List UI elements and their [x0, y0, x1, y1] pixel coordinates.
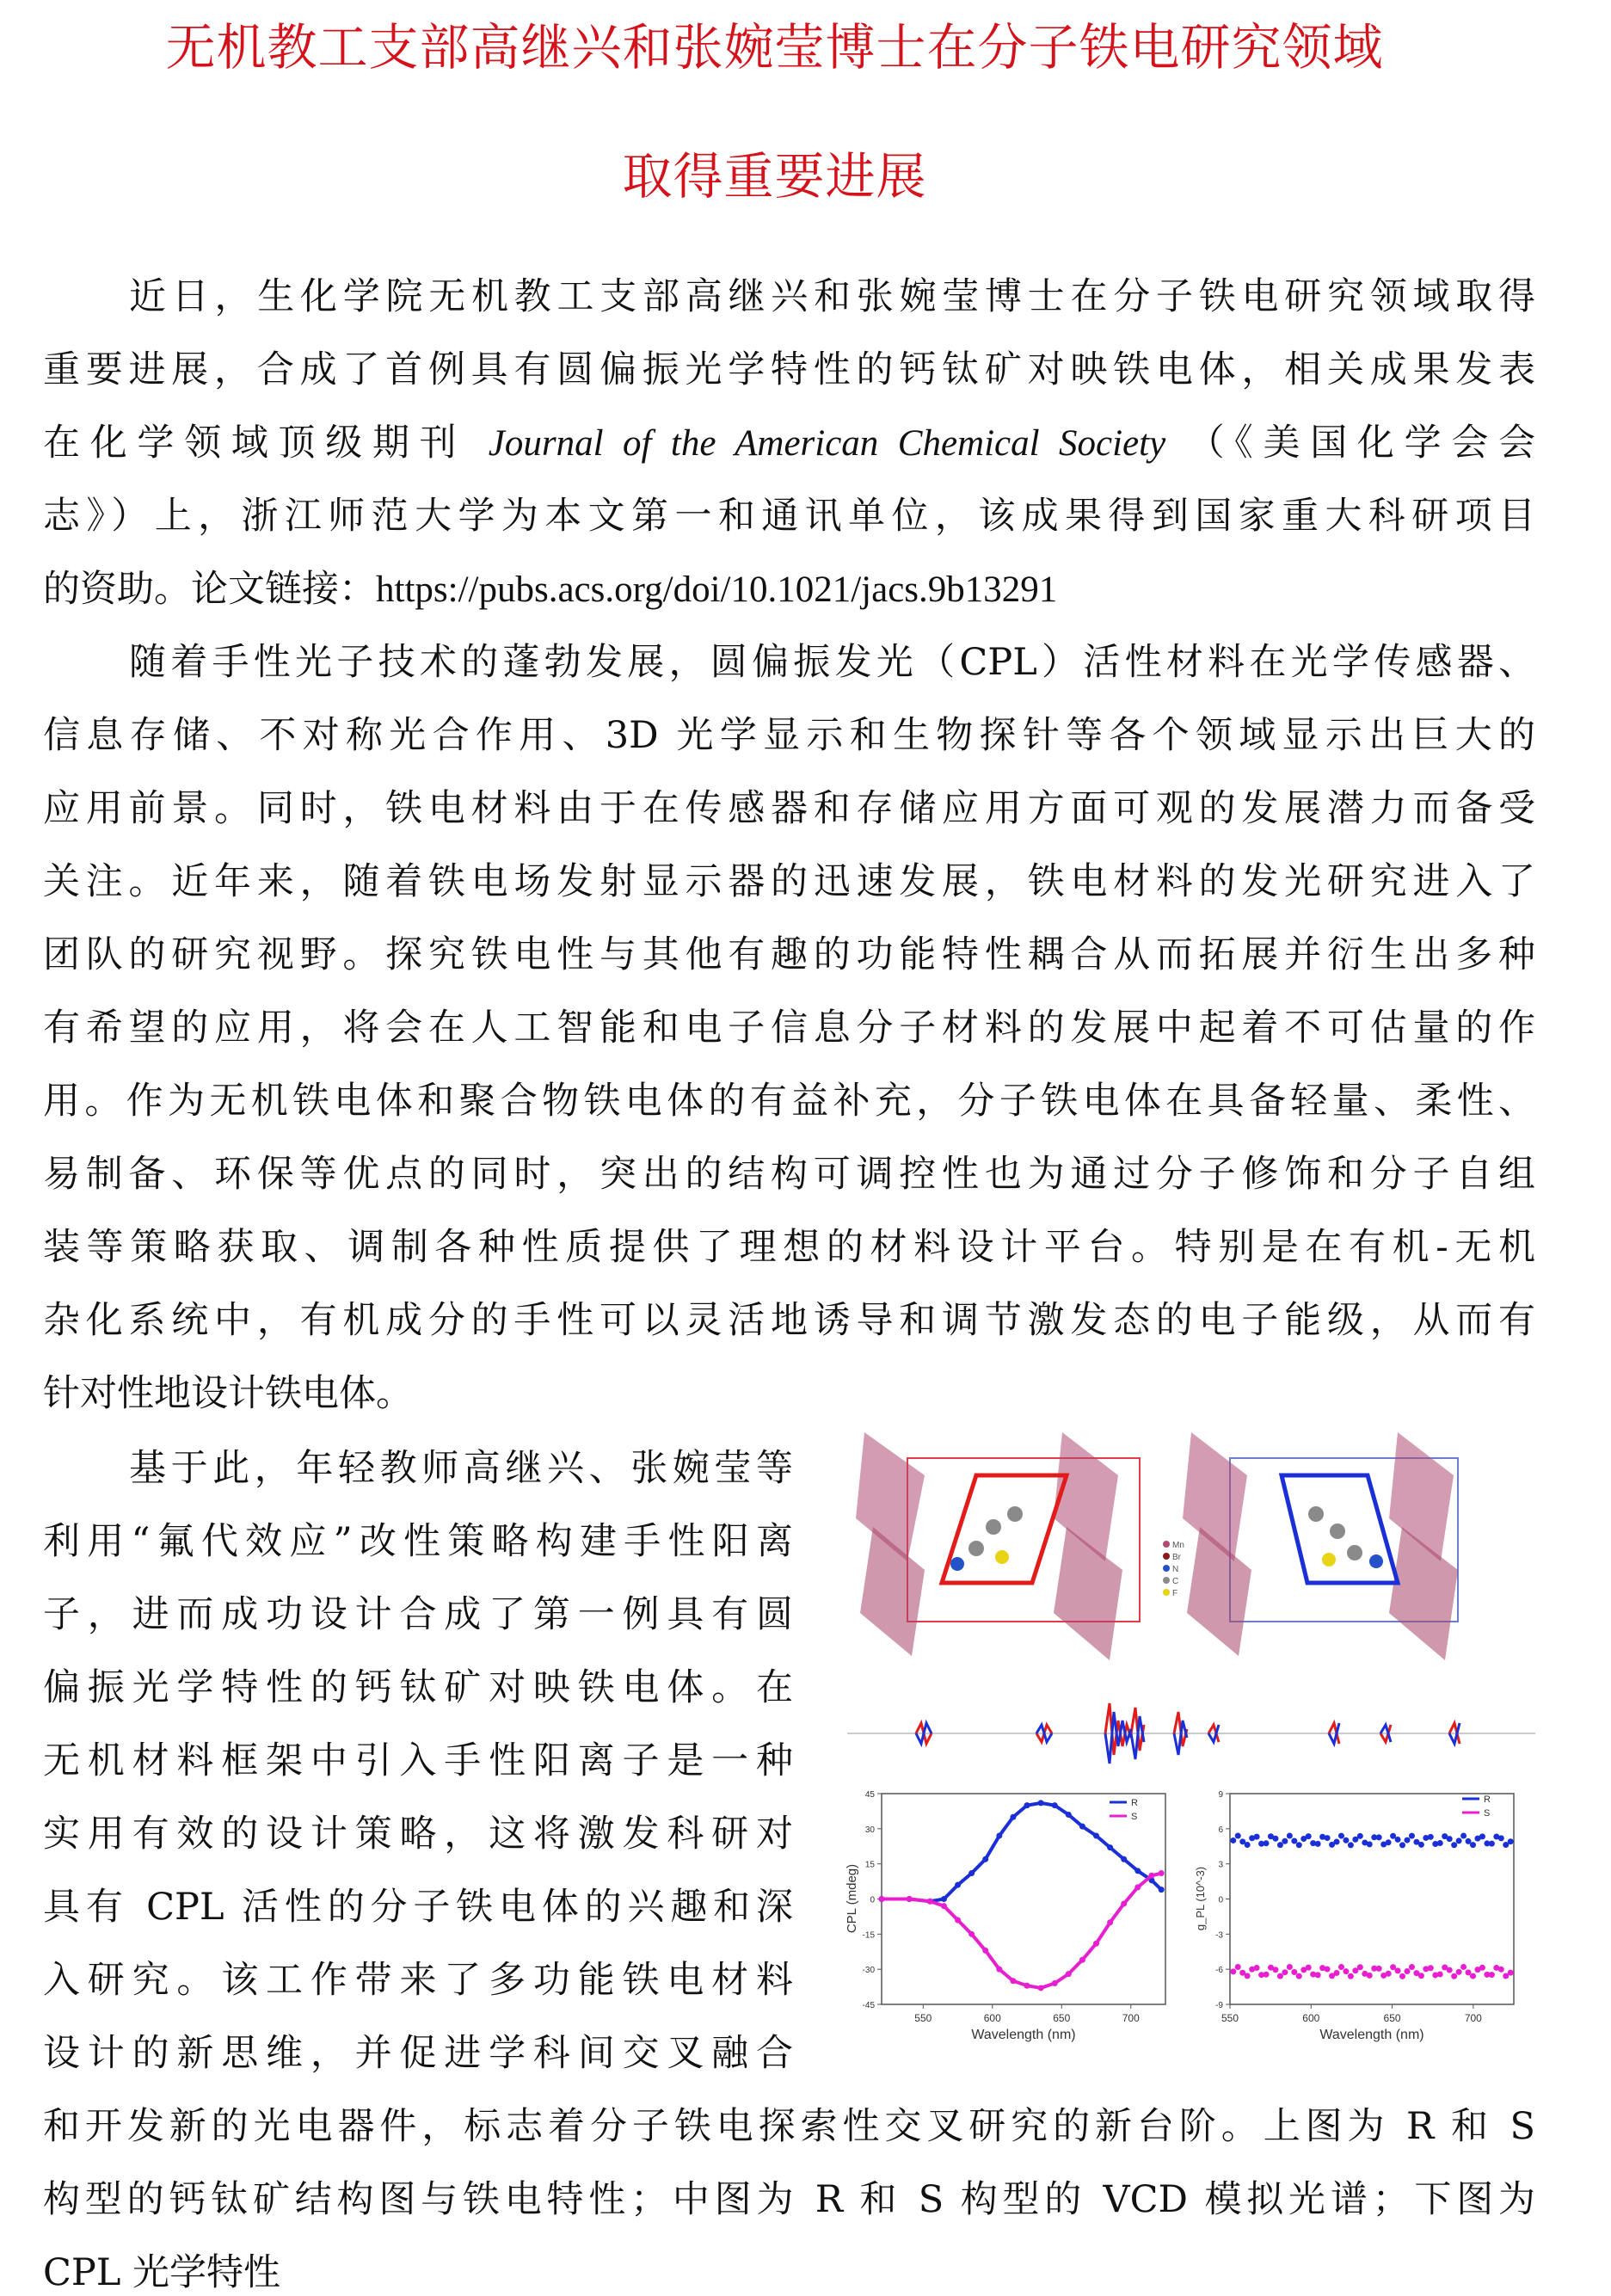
- data-point-s: [1334, 1970, 1340, 1976]
- data-point-s: [1451, 1973, 1457, 1979]
- data-point-s: [1024, 1983, 1030, 1989]
- y-tick-label: 6: [1218, 1825, 1223, 1835]
- data-point-r: [1399, 1842, 1405, 1848]
- title-line-2: 取得重要进展: [622, 147, 927, 206]
- data-point-r: [1367, 1841, 1373, 1847]
- data-point-r: [1277, 1842, 1283, 1848]
- legend-element: C: [1172, 1577, 1179, 1586]
- data-point-s: [1282, 1969, 1288, 1975]
- p3-line: 构型的钙钛矿结构图与铁电特性；中图为 R 和 S 构型的 VCD 模拟光谱；下图为: [43, 2178, 1535, 2221]
- data-point-s: [1466, 1969, 1472, 1975]
- p3-line: 子，进而成功设计合成了第一例具有圆: [43, 1593, 793, 1636]
- data-point-s: [1428, 1965, 1434, 1971]
- p2-line: 装等策略获取、调制各种性质提供了理想的材料设计平台。特别是在有机-无机: [43, 1226, 1535, 1269]
- y-tick-label: -3: [1215, 1930, 1223, 1941]
- data-point-s: [1418, 1973, 1424, 1979]
- data-point-r: [1282, 1838, 1288, 1844]
- data-point-r: [1296, 1842, 1302, 1848]
- data-point-r: [1010, 1814, 1016, 1820]
- p1-line-3-c: （《美国化学会会: [1187, 422, 1536, 465]
- y-tick-label: 45: [864, 1790, 875, 1800]
- data-point-r: [1508, 1838, 1514, 1844]
- data-point-s: [982, 1948, 988, 1954]
- legend-element: F: [1172, 1589, 1178, 1598]
- p3-line: 设计的新思维，并促进学科间交叉融合: [43, 2032, 793, 2075]
- y-axis-label: g_PL (10^-3): [1194, 1866, 1207, 1931]
- data-point-r: [982, 1856, 988, 1862]
- data-point-s: [1235, 1964, 1241, 1970]
- data-point-r: [955, 1882, 961, 1888]
- data-point-r: [1348, 1842, 1354, 1848]
- data-point-s: [1399, 1973, 1405, 1979]
- p3-line: 无机材料框架中引入手性阳离子是一种: [43, 1739, 793, 1782]
- data-point-r: [1107, 1844, 1113, 1850]
- data-point-r: [1245, 1842, 1251, 1848]
- data-point-r: [1418, 1842, 1424, 1848]
- data-point-r: [1489, 1841, 1495, 1847]
- y-tick-label: 0: [1218, 1895, 1223, 1905]
- paper-link[interactable]: https://pubs.acs.org/doi/10.1021/jacs.9b13291: [376, 569, 1058, 610]
- data-point-s: [1508, 1970, 1514, 1976]
- data-point-r: [1395, 1837, 1401, 1843]
- gpl-chart: [1194, 1790, 1514, 2042]
- data-point-r: [1306, 1833, 1312, 1839]
- data-point-r: [1334, 1839, 1340, 1845]
- data-point-s: [907, 1896, 913, 1902]
- data-point-r: [1066, 1812, 1072, 1818]
- p1-line-1: 近日，生化学院无机教工支部高继兴和张婉莹博士在分子铁电研究领域取得: [129, 275, 1535, 318]
- y-tick-label: 3: [1218, 1860, 1223, 1870]
- p3-line: 具有 CPL 活性的分子铁电体的兴趣和深: [43, 1886, 793, 1929]
- data-point-s: [1367, 1973, 1373, 1979]
- x-axis-label: Wavelength (nm): [971, 2028, 1076, 2042]
- title-line-1: 无机教工支部高继兴和张婉莹博士在分子铁电研究领域: [165, 18, 1384, 77]
- data-point-s: [1296, 1973, 1302, 1979]
- data-point-r: [1291, 1838, 1297, 1844]
- x-tick-label: 700: [1464, 2012, 1482, 2024]
- legend-s-label: S: [1131, 1812, 1138, 1822]
- legend-s-label: S: [1484, 1808, 1491, 1819]
- data-point-s: [1107, 1919, 1113, 1925]
- data-point-s: [1338, 1964, 1344, 1970]
- data-point-r: [1409, 1833, 1415, 1839]
- data-point-r: [1466, 1838, 1472, 1844]
- legend-r-label: R: [1131, 1798, 1138, 1808]
- data-point-r: [1376, 1834, 1382, 1840]
- data-point-s: [1343, 1968, 1349, 1974]
- p3-line: 偏振光学特性的钙钛矿对映铁电体。在: [43, 1666, 793, 1709]
- data-point-s: [1010, 1978, 1016, 1984]
- x-tick-label: 650: [1053, 2012, 1071, 2024]
- p2-line: 用。作为无机铁电体和聚合物铁电体的有益补充，分子铁电体在具备轻量、柔性、: [43, 1080, 1535, 1123]
- data-point-s: [1447, 1967, 1453, 1973]
- data-point-r: [1287, 1833, 1293, 1839]
- data-point-s: [1409, 1964, 1415, 1970]
- p1-line-4: 志》）上，浙江师范大学为本文第一和通讯单位，该成果得到国家重大科研项目: [43, 495, 1535, 538]
- data-point-r: [1357, 1833, 1363, 1839]
- p1-line-3-a: 在化学领域顶级期刊: [43, 422, 467, 465]
- data-point-r: [1093, 1833, 1099, 1839]
- p2-line: 针对性地设计铁电体。: [43, 1372, 413, 1415]
- data-point-r: [1159, 1887, 1165, 1893]
- data-point-r: [1315, 1841, 1321, 1847]
- data-point-s: [1277, 1973, 1283, 1979]
- data-point-s: [1245, 1973, 1251, 1979]
- data-point-s: [1404, 1968, 1410, 1974]
- p3-line: CPL 光学特性: [43, 2251, 281, 2294]
- data-point-s: [1376, 1966, 1382, 1972]
- y-tick-label: 0: [870, 1895, 875, 1905]
- y-tick-label: 30: [864, 1825, 875, 1835]
- y-tick-label: -45: [862, 2001, 875, 2010]
- data-point-r: [1121, 1856, 1127, 1862]
- p3-line: 利用“氟代效应”改性策略构建手性阳离: [43, 1520, 793, 1563]
- data-point-s: [1038, 1985, 1044, 1991]
- data-point-r: [1230, 1837, 1236, 1844]
- data-point-r: [996, 1833, 1002, 1839]
- data-point-s: [1498, 1967, 1504, 1973]
- p1-line-2: 重要进展，合成了首例具有圆偏振光学特性的钙钛矿对映铁电体，相关成果发表: [43, 348, 1535, 391]
- data-point-r: [1456, 1837, 1462, 1844]
- legend: [1462, 1794, 1491, 1819]
- data-point-r: [1338, 1833, 1344, 1839]
- data-point-s: [1456, 1969, 1462, 1975]
- data-point-r: [1428, 1834, 1434, 1840]
- x-tick-label: 600: [983, 2012, 1001, 2024]
- data-point-s: [879, 1896, 885, 1902]
- data-point-s: [1254, 1965, 1260, 1971]
- data-point-s: [1079, 1957, 1085, 1963]
- y-tick-label: 9: [1218, 1790, 1223, 1800]
- x-axis-label: Wavelength (nm): [1319, 2028, 1424, 2042]
- data-point-s: [1066, 1971, 1072, 1977]
- y-axis-label: CPL (mdeg): [845, 1863, 859, 1934]
- vcd-spectrum: [847, 1703, 1535, 1764]
- data-point-s: [1315, 1972, 1321, 1978]
- legend-r-label: R: [1484, 1794, 1491, 1805]
- x-tick-label: 650: [1383, 2012, 1401, 2024]
- data-point-s: [1121, 1900, 1127, 1906]
- legend-element: N: [1172, 1565, 1179, 1574]
- p2-line: 有希望的应用，将会在人工智能和电子信息分子材料的发展中起着不可估量的作: [43, 1006, 1535, 1050]
- data-point-s: [996, 1967, 1002, 1973]
- data-point-s: [1348, 1973, 1354, 1979]
- data-point-s: [1052, 1980, 1058, 1986]
- p3-line: 基于此，年轻教师高继兴、张婉莹等: [129, 1447, 793, 1490]
- research-figure: [847, 1424, 1535, 2052]
- data-point-r: [1235, 1833, 1241, 1839]
- data-point-s: [1437, 1971, 1443, 1977]
- legend-element: Br: [1172, 1553, 1181, 1562]
- p2-line: 易制备、环保等优点的同时，突出的结构可调控性也为通过分子修饰和分子自组: [43, 1153, 1535, 1196]
- series-line-r: [882, 1803, 1161, 1901]
- structure-r: [856, 1432, 1140, 1660]
- data-point-s: [1287, 1964, 1293, 1970]
- p1-line-5: [43, 560, 1057, 612]
- data-point-s: [955, 1917, 961, 1924]
- data-point-s: [1479, 1965, 1485, 1971]
- x-tick-label: 700: [1122, 2012, 1140, 2024]
- legend-element: Mn: [1172, 1541, 1184, 1550]
- p3-line: 入研究。该工作带来了多功能铁电材料: [43, 1959, 793, 2002]
- data-point-s: [1159, 1870, 1165, 1876]
- data-point-r: [1498, 1835, 1504, 1841]
- y-tick-label: 15: [864, 1860, 875, 1870]
- data-point-s: [1148, 1873, 1154, 1879]
- data-point-r: [1272, 1836, 1278, 1842]
- p2-line: 信息存储、不对称光合作用、3D 光学显示和生物探针等各个领域显示出巨大的: [43, 714, 1535, 757]
- data-point-s: [1386, 1971, 1392, 1977]
- data-point-r: [1325, 1835, 1331, 1841]
- legend: [1110, 1798, 1138, 1822]
- data-point-r: [1264, 1840, 1270, 1846]
- data-point-r: [1343, 1837, 1349, 1844]
- journal-name: Journal of the American Chemical Society: [488, 423, 1166, 464]
- data-point-s: [1395, 1967, 1401, 1973]
- cpl-chart: [845, 1790, 1165, 2042]
- data-point-r: [1024, 1802, 1030, 1808]
- x-tick-label: 550: [1221, 2012, 1239, 2024]
- p2-line: 关注。近年来，随着铁电场发射显示器的迅速发展，铁电材料的发光研究进入了: [43, 860, 1535, 903]
- series-line-s: [882, 1874, 1161, 1988]
- y-tick-label: -9: [1215, 2001, 1223, 2010]
- data-point-r: [1437, 1840, 1443, 1846]
- data-point-r: [1470, 1842, 1476, 1848]
- p2-line: 团队的研究视野。探究铁电性与其他有趣的功能特性耦合从而拓展并衍生出多种: [43, 933, 1535, 976]
- data-point-r: [1404, 1837, 1410, 1844]
- data-point-r: [1386, 1839, 1392, 1845]
- data-point-r: [941, 1896, 947, 1902]
- x-tick-label: 550: [914, 2012, 932, 2024]
- data-point-s: [1093, 1941, 1099, 1947]
- data-point-s: [1325, 1967, 1331, 1973]
- data-point-r: [1479, 1833, 1485, 1839]
- data-point-s: [1264, 1972, 1270, 1978]
- data-point-s: [1291, 1969, 1297, 1975]
- data-point-r: [1038, 1800, 1044, 1806]
- data-point-s: [1489, 1972, 1495, 1978]
- data-point-r: [1460, 1833, 1467, 1839]
- element-legend: [1163, 1541, 1184, 1598]
- data-point-s: [1357, 1964, 1363, 1970]
- data-point-r: [968, 1870, 975, 1876]
- data-point-r: [1134, 1868, 1141, 1874]
- data-point-r: [1052, 1802, 1058, 1808]
- data-point-s: [1306, 1965, 1312, 1971]
- p1-line-5-a: 的资助。论文链接：: [43, 568, 376, 611]
- y-tick-label: -6: [1215, 1966, 1223, 1976]
- data-point-s: [1272, 1967, 1278, 1973]
- data-point-r: [1447, 1836, 1453, 1842]
- data-point-s: [941, 1903, 947, 1909]
- y-tick-label: -30: [862, 1966, 875, 1976]
- y-tick-label: -15: [862, 1930, 875, 1941]
- data-point-s: [1134, 1884, 1141, 1890]
- structure-s: [1183, 1432, 1458, 1660]
- p3-line: 实用有效的设计策略，这将激发科研对: [43, 1813, 793, 1856]
- data-point-s: [968, 1931, 975, 1937]
- data-point-s: [1230, 1968, 1236, 1974]
- p1-line-3: [43, 414, 1535, 466]
- p3-line: 和开发新的光电器件，标志着分子铁电探索性交叉研究的新台阶。上图为 R 和 S: [43, 2105, 1535, 2148]
- p2-line: 随着手性光子技术的蓬勃发展，圆偏振发光（CPL）活性材料在光学传感器、: [129, 641, 1535, 684]
- data-point-r: [1079, 1824, 1085, 1830]
- p2-line: 杂化系统中，有机成分的手性可以灵活地诱导和调节激发态的电子能级，从而有: [43, 1299, 1535, 1342]
- p2-line: 应用前景。同时，铁电材料由于在传感器和存储应用方面可观的发展潜力而备受: [43, 787, 1535, 830]
- data-point-r: [1254, 1834, 1260, 1840]
- data-point-s: [1460, 1964, 1467, 1970]
- data-point-r: [1451, 1842, 1457, 1848]
- x-tick-label: 600: [1302, 2012, 1320, 2024]
- data-point-s: [1470, 1973, 1476, 1979]
- data-point-s: [927, 1899, 933, 1905]
